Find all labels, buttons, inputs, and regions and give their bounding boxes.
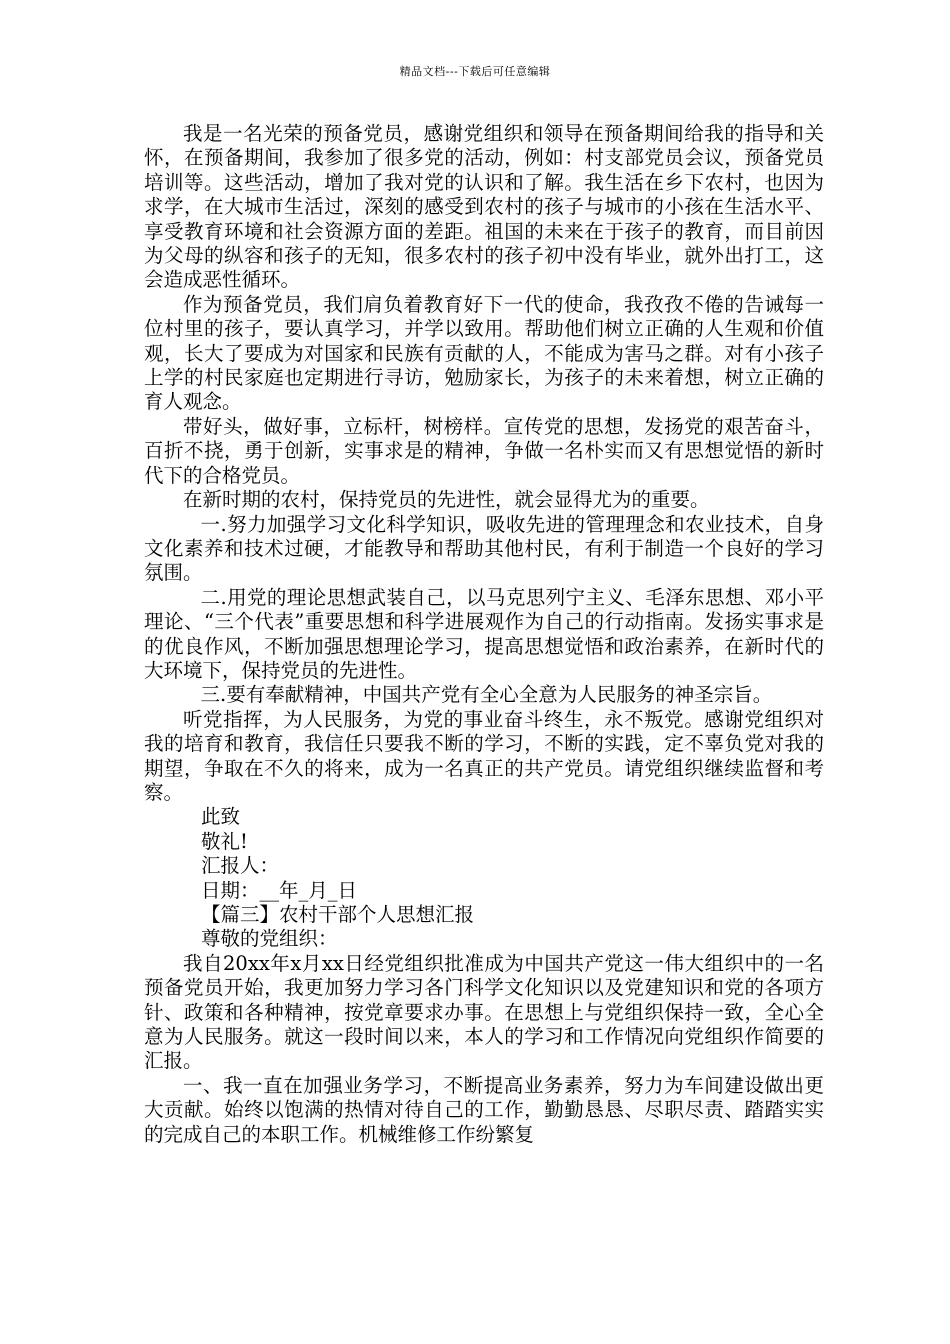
section-title: 【篇三】农村干部个人思想汇报: [201, 903, 475, 926]
closing-jingli: 敬礼!: [201, 829, 248, 853]
page-header: 精品文档---下载后可任意编辑: [399, 65, 551, 78]
document-body: [144, 122, 824, 1147]
reporter-line: 汇报人：: [201, 854, 280, 878]
paragraph-point-two: 二.用党的理论思想武装自己，以马克思列宁主义、毛泽东思想、邓小平理论、“三个代表”重要思想和科学进展观作为自己的行动指南。发扬实事求是的优良作风，不断加强思想理论学习，提高思想觉悟和政治素养，在新时代的大环境下，保持党员的先进性。: [144, 585, 824, 682]
paragraph-section3-point-one: 一、我一直在加强业务学习，不断提高业务素养，努力为车间建设做出更大贡献。始终以饱满的热情对待自己的工作，勤勤恳恳、尽职尽责、踏踏实实的完成自己的本职工作。机械维修工作纷繁复: [144, 1073, 824, 1146]
paragraph-new-era: 在新时期的农村，保持党员的先进性，就会显得尤为的重要。: [183, 488, 710, 512]
paragraph-mission: 作为预备党员，我们肩负着教育好下一代的使命，我孜孜不倦的告诫每一位村里的孩子，要认真学习，并学以致用。帮助他们树立正确的人生观和价值观，长大了要成为对国家和民族有贡献的人，不能成为害马之群。对有小孩子上学的村民家庭也定期进行寻访，勉励家长，为孩子的未来着想，树立正确的育人观念。: [144, 292, 824, 414]
date-line: 日期：__年_月_日: [201, 878, 358, 902]
paragraph-point-three: 三.要有奉献精神，中国共产党有全心全意为人民服务的神圣宗旨。: [200, 683, 773, 707]
paragraph-role-model: 带好头，做好事，立标杆，树榜样。宣传党的思想，发扬党的艰苦奋斗，百折不挠，勇于创新，实事求是的精神，争做一名朴实而又有思想觉悟的新时代下的合格党员。: [144, 414, 824, 487]
paragraph-section3-intro: 我自20xx年x月xx日经党组织批准成为中国共产党这一伟大组织中的一名预备党员开始，我更加努力学习各门科学文化知识以及党建知识和党的各项方针、政策和各种精神，按党章要求办事。在思想上与党组织保持一致，全心全意为人民服务。就这一段时间以来，本人的学习和工作情况向党组织作简要的汇报。: [144, 951, 824, 1073]
paragraph-intro: 我是一名光荣的预备党员，感谢党组织和领导在预备期间给我的指导和关怀，在预备期间，我参加了很多党的活动，例如：村支部党员会议，预备党员培训等。这些活动，增加了我对党的认识和了解。我生活在乡下农村，也因为求学，在大城市生活过，深刻的感受到农村的孩子与城市的小孩在生活水平、享受教育环境和社会资源方面的差距。祖国的未来在于孩子的教育，而目前因为父母的纵容和孩子的无知，很多农村的孩子初中没有毕业，就外出打工，这会造成恶性循环。: [144, 122, 824, 292]
paragraph-point-one: 一.努力加强学习文化科学知识，吸收先进的管理理念和农业技术，自身文化素养和技术过硬，才能教导和帮助其他村民，有利于制造一个良好的学习氛围。: [144, 512, 824, 585]
closing-cizhi: 此致: [201, 805, 241, 829]
greeting-line: 尊敬的党组织：: [201, 927, 338, 951]
paragraph-pledge: 听党指挥，为人民服务，为党的事业奋斗终生，永不叛党。感谢党组织对我的培育和教育，我信任只要我不断的学习，不断的实践，定不辜负党对我的期望，争取在不久的将来，成为一名真正的共产党员。请党组织继续监督和考察。: [144, 707, 824, 804]
